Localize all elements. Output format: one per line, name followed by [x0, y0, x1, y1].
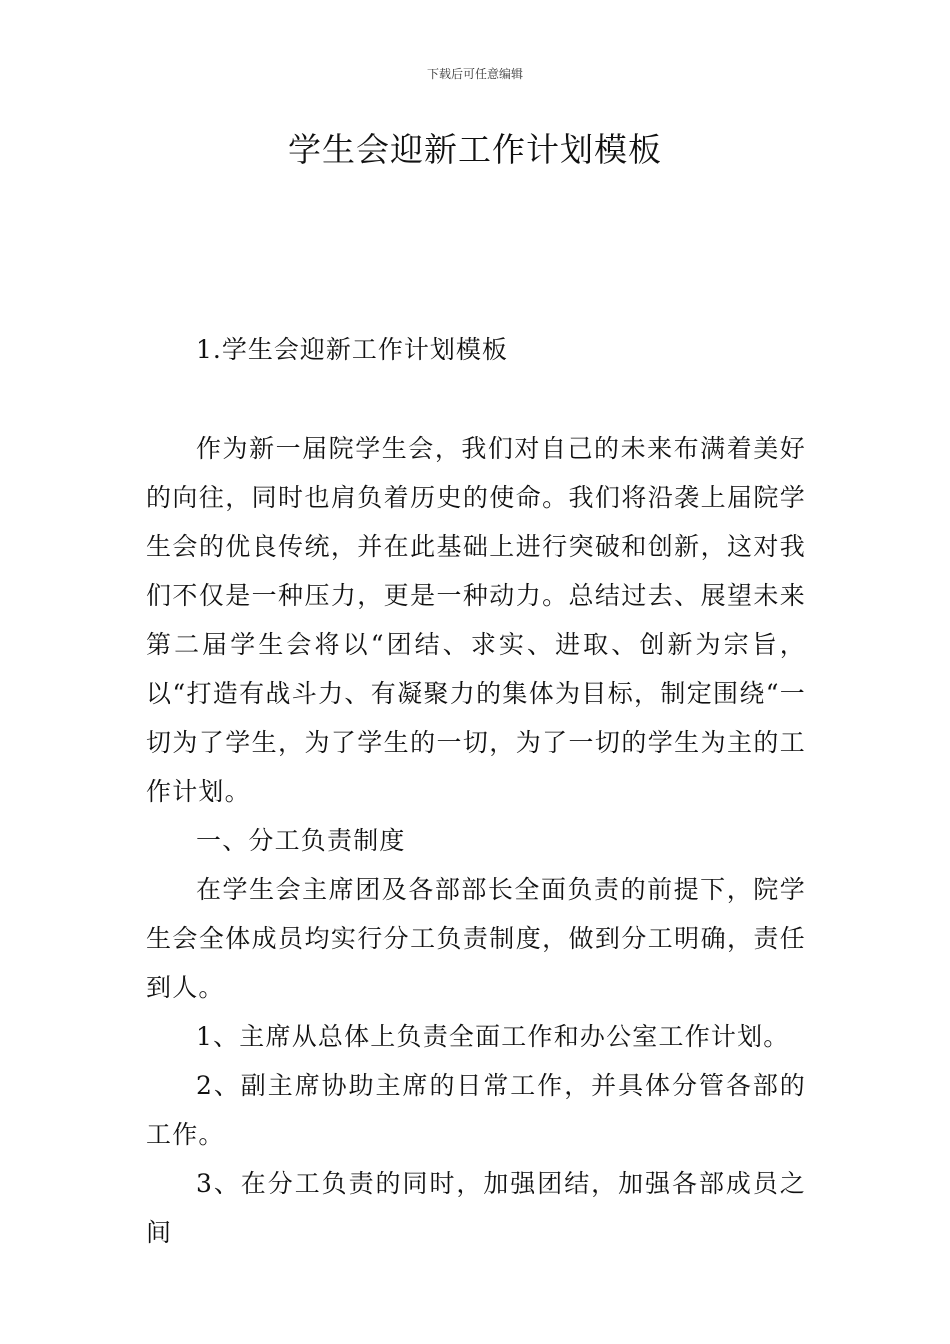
list-item: 3、在分工负责的同时，加强团结，加强各部成员之间 [146, 1169, 806, 1247]
document-body [146, 424, 806, 1257]
division-heading: 一、分工负责制度 [196, 826, 406, 855]
division-paragraph: 在学生会主席团及各部部长全面负责的前提下，院学生会全体成员均实行分工负责制度，做到分工明确，责任到人。 [146, 875, 806, 1002]
list-item: 1、主席从总体上负责全面工作和办公室工作计划。 [196, 1022, 790, 1051]
list-item: 2、副主席协助主席的日常工作，并具体分管各部的工作。 [146, 1071, 806, 1149]
document-title: 学生会迎新工作计划模板 [288, 130, 662, 169]
intro-paragraph: 作为新一届院学生会，我们对自己的未来布满着美好的向往，同时也肩负着历史的使命。我们将沿袭上届院学生会的优良传统，并在此基础上进行突破和创新，这对我们不仅是一种压力，更是一种动力。总结过去、展望未来第二届学生会将以“团结、求实、进取、创新为宗旨，以“打造有战斗力、有凝聚力的集体为目标，制定围绕“一切为了学生，为了学生的一切，为了一切的学生为主的工作计划。 [146, 434, 806, 806]
section-heading: 1.学生会迎新工作计划模板 [196, 335, 508, 364]
header-note: 下载后可任意编辑 [426, 67, 523, 81]
